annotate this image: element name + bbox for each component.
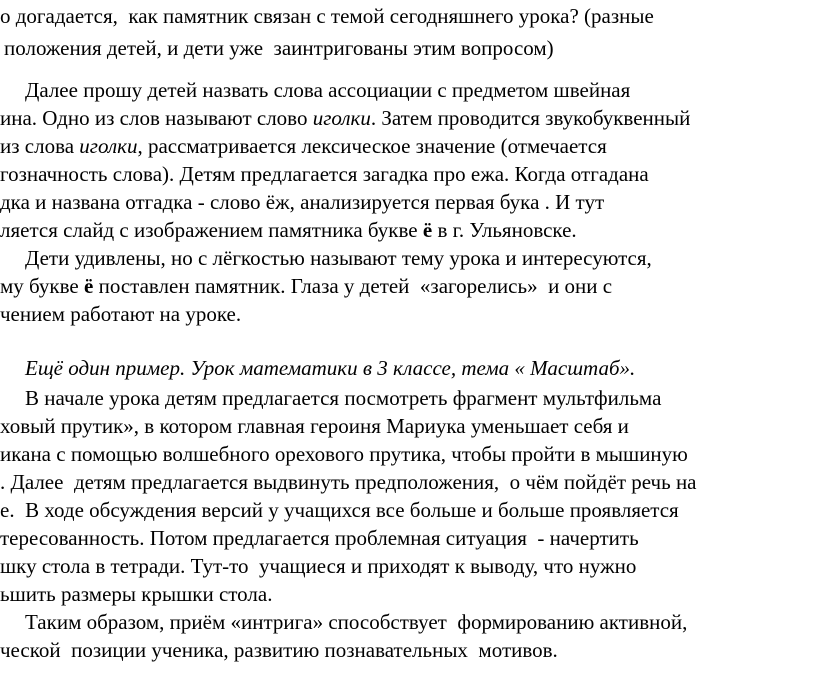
text-line-8: ляется слайд с изображением памятника букве ё в г. Ульяновске. <box>0 218 577 242</box>
text-line-20: ьшить размеры крышки стола. <box>0 582 273 606</box>
text-line-17: е. В ходе обсуждения версий у учащихся все больше и больше проявляется <box>0 498 679 522</box>
bold-letter: ё <box>422 218 433 242</box>
text-line-18: тересованность. Потом предлагается проблемная ситуация - начертить <box>0 526 639 550</box>
text-line-11: чением работают на уроке. <box>0 302 242 326</box>
text-line-6: гозначность слова). Детям предлагается загадка про ежа. Когда отгадана <box>0 162 649 186</box>
italic-word: иголки <box>79 134 138 158</box>
text-line-9: Дети удивлены, но с лёгкостью называют тему урока и интересуются, <box>25 246 652 270</box>
bold-letter: ё <box>84 274 94 298</box>
text-line-2: положения детей, и дети уже заинтригованы этим вопросом) <box>4 36 554 60</box>
text-line-21: Таким образом, приём «интрига» способствует формированию активной, <box>25 610 688 634</box>
text-line-5: из слова иголки, рассматривается лексическое значение (отмечается <box>0 134 607 158</box>
text-line-19: шку стола в тетради. Тут-то учащиеся и приходят к выводу, что нужно <box>0 554 637 578</box>
text-line-10: му букве ё поставлен памятник. Глаза у детей «загорелись» и они с <box>0 274 613 298</box>
text-line-22: ческой позиции ученика, развитию познавательных мотивов. <box>0 638 558 662</box>
text-line-12: Ещё один пример. Урок математики в 3 классе, тема « Масштаб». <box>25 356 636 380</box>
text-line-4: ина. Одно из слов называют слово иголки. Затем проводится звукобуквенный <box>0 106 691 130</box>
text-line-1: о догадается, как памятник связан с темой сегодняшнего урока? (разные <box>0 4 654 28</box>
text-line-3: Далее прошу детей назвать слова ассоциации с предметом швейная <box>25 78 631 102</box>
text-line-7: дка и названа отгадка - слово ёж, анализируется первая бука . И тут <box>0 190 605 214</box>
text-line-13: В начале урока детям предлагается посмотреть фрагмент мультфильма <box>25 386 662 410</box>
text-line-14: ховый прутик», в котором главная героиня Мариука уменьшает себя и <box>0 414 629 438</box>
text-line-16: . Далее детям предлагается выдвинуть предположения, о чём пойдёт речь на <box>0 470 697 494</box>
text-line-15: икана с помощью волшебного орехового прутика, чтобы пройти в мышиную <box>0 442 688 466</box>
italic-word: иголки <box>312 106 371 130</box>
